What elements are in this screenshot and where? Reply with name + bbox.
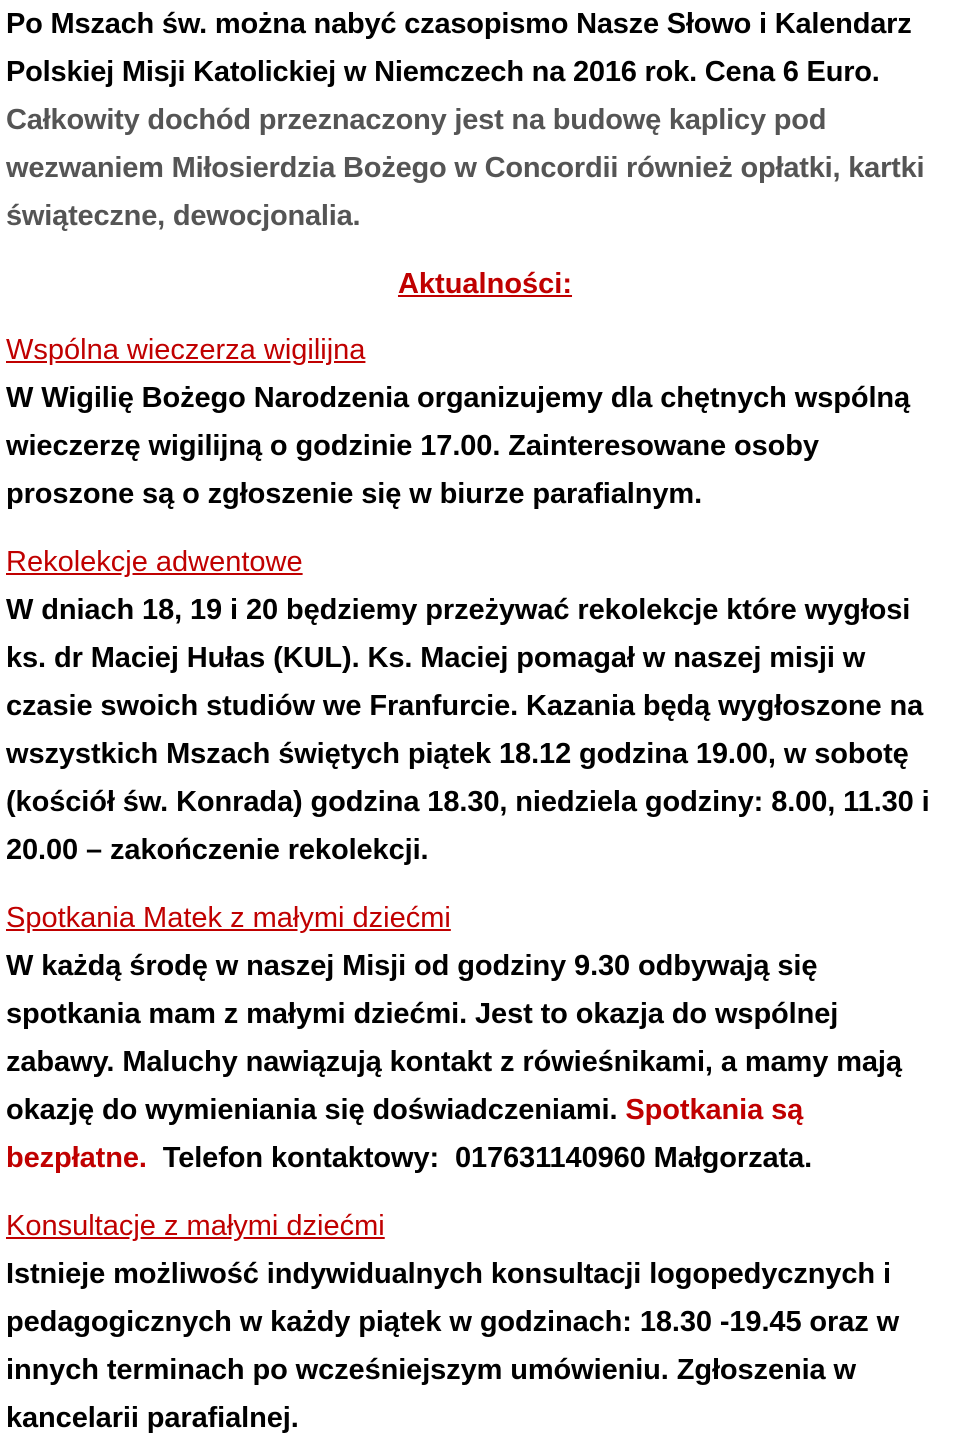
intro-line: świąteczne, dewocjonalia. — [6, 200, 361, 232]
body-text: okazję do wymieniania się doświadczeniami. — [6, 1094, 626, 1126]
body-line: Istnieje możliwość indywidualnych konsultacji logopedycznych i — [6, 1258, 891, 1290]
body-line: wieczerzę wigilijną o godzinie 17.00. Zainteresowane osoby — [6, 430, 819, 462]
section-title: Spotkania Matek z małymi dziećmi — [6, 902, 451, 934]
body-line: zabawy. Maluchy nawiązują kontakt z rówieśnikami, a mamy mają — [6, 1046, 902, 1078]
section-body — [6, 942, 954, 1182]
spacer — [6, 874, 954, 894]
section-title: Konsultacje z małymi dziećmi — [6, 1210, 385, 1242]
body-line: kancelarii parafialnej. — [6, 1402, 299, 1434]
section-title: Rekolekcje adwentowe — [6, 546, 303, 578]
body-line: spotkania mam z małymi dziećmi. Jest to okazja do wspólnej — [6, 998, 839, 1030]
section-title: Wspólna wieczerza wigilijna — [6, 334, 366, 366]
news-heading: Aktualności: — [397, 268, 573, 300]
spacer — [6, 1182, 954, 1202]
body-line — [6, 1086, 954, 1134]
section-body — [6, 586, 954, 874]
intro-line: Po Mszach św. można nabyć czasopismo Nasze Słowo i Kalendarz — [6, 8, 912, 40]
intro-line: wezwaniem Miłosierdzia Bożego w Concordii również opłatki, kartki — [6, 152, 925, 184]
section-consultations — [6, 1202, 954, 1442]
free-notice-text: bezpłatne. — [6, 1142, 147, 1174]
contact-phone-text: Telefon kontaktowy: 017631140960 Małgorzata. — [146, 1142, 813, 1174]
section-body — [6, 374, 954, 518]
body-line: W Wigilię Bożego Narodzenia organizujemy dla chętnych wspólną — [6, 382, 911, 414]
spacer — [6, 518, 954, 538]
body-line: 20.00 – zakończenie rekolekcji. — [6, 834, 429, 866]
body-line: W każdą środę w naszej Misji od godziny 9.30 odbywają się — [6, 950, 818, 982]
section-christmas-eve-supper — [6, 326, 954, 518]
body-line: czasie swoich studiów we Franfurcie. Kazania będą wygłoszone na — [6, 690, 924, 722]
intro-line: Polskiej Misji Katolickiej w Niemczech na 2016 rok. Cena 6 Euro. — [6, 56, 880, 88]
intro-paragraph — [6, 0, 954, 240]
body-line: (kościół św. Konrada) godzina 18.30, niedziela godziny: 8.00, 11.30 i — [6, 786, 930, 818]
intro-line: Całkowity dochód przeznaczony jest na budowę kaplicy pod — [6, 104, 827, 136]
body-line: innych terminach po wcześniejszym umówieniu. Zgłoszenia w — [6, 1354, 856, 1386]
body-line — [6, 1134, 954, 1182]
body-line: wszystkich Mszach świętych piątek 18.12 godzina 19.00, w sobotę — [6, 738, 909, 770]
body-line: W dniach 18, 19 i 20 będziemy przeżywać rekolekcje które wygłosi — [6, 594, 911, 626]
body-line: ks. dr Maciej Hułas (KUL). Ks. Maciej pomagał w naszej misji w — [6, 642, 866, 674]
section-body — [6, 1250, 954, 1442]
body-line: proszone są o zgłoszenie się w biurze parafialnym. — [6, 478, 703, 510]
free-notice-text: Spotkania są — [625, 1094, 804, 1126]
body-line: pedagogicznych w każdy piątek w godzinach: 18.30 -19.45 oraz w — [6, 1306, 900, 1338]
section-mothers-meetings — [6, 894, 954, 1182]
section-advent-retreat — [6, 538, 954, 874]
